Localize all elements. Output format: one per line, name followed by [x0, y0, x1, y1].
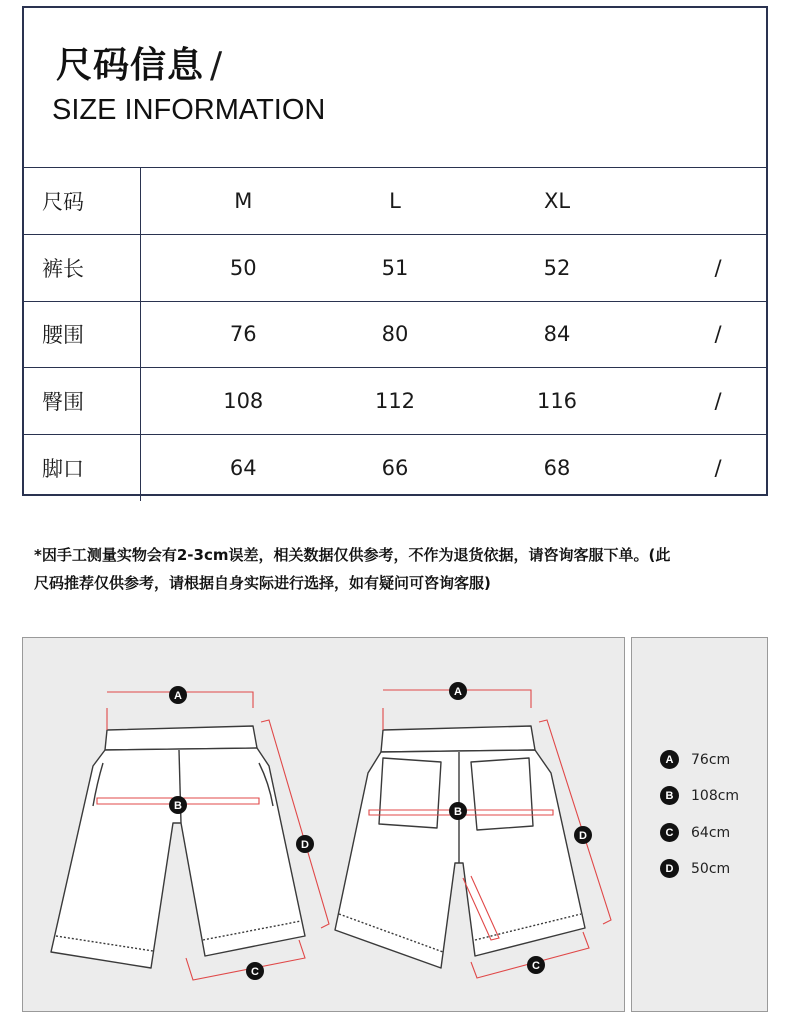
cell-m: 64	[229, 455, 257, 480]
cell-extra: /	[714, 455, 722, 480]
header-label: 尺码	[24, 168, 140, 235]
legend-item-b	[660, 786, 739, 805]
row-label: 腰围	[24, 301, 140, 368]
svg-text:C: C	[251, 966, 259, 978]
legend-item-d	[660, 859, 730, 878]
front-waistband	[105, 726, 257, 750]
cell-xl: 68	[543, 455, 571, 480]
cell-l: 66	[381, 455, 409, 480]
disclaimer-note	[34, 541, 764, 597]
row-label: 裤长	[24, 235, 140, 302]
legend-value: 108cm	[691, 787, 740, 804]
svg-text:B: B	[454, 806, 462, 818]
svg-text:D: D	[579, 830, 587, 842]
cell-xl: 52	[444, 235, 670, 302]
measurement-legend	[631, 637, 768, 1012]
legend-badge: C	[660, 823, 679, 842]
shorts-diagram	[23, 638, 623, 1010]
back-pocket-left	[379, 758, 441, 828]
header-size-xl: XL	[444, 168, 670, 235]
marker-b-back	[449, 802, 467, 820]
note-line-1: *因手工测量实物会有2-3cm误差，相关数据仅供参考，不作为退货依据，请咨询客服下单。(此	[34, 546, 671, 564]
svg-text:A: A	[454, 686, 462, 698]
back-shorts-body	[335, 750, 585, 968]
marker-d-front	[296, 835, 314, 853]
marker-c-front	[246, 962, 264, 980]
cell-l: 51	[346, 235, 444, 302]
cell-m: 108	[140, 368, 346, 435]
title-area	[24, 8, 766, 168]
table-row	[24, 368, 766, 435]
back-pocket-right	[471, 758, 533, 830]
legend-item-c	[660, 823, 730, 842]
svg-text:C: C	[532, 960, 540, 972]
row-label: 臀围	[24, 368, 140, 435]
measurement-diagram-panel	[22, 637, 625, 1012]
note-line-2: 尺码推荐仅供参考，请根据自身实际进行选择，如有疑问可咨询客服)	[34, 574, 491, 592]
cell-xl: 84	[444, 301, 670, 368]
cell-extra: /	[670, 235, 766, 302]
svg-text:A: A	[174, 690, 182, 702]
marker-a-back	[449, 682, 467, 700]
title-slash: /	[210, 45, 223, 86]
cell-m: 50	[140, 235, 346, 302]
header-extra	[670, 168, 766, 235]
page-title-en: SIZE INFORMATION	[52, 94, 326, 126]
legend-badge: D	[660, 859, 679, 878]
legend-value: 76cm	[691, 751, 731, 768]
legend-badge: A	[660, 750, 679, 769]
table-header-row	[24, 168, 766, 235]
marker-c-back	[527, 956, 545, 974]
legend-value: 64cm	[691, 824, 731, 841]
table-row	[24, 301, 766, 368]
legend-item-a	[660, 750, 730, 769]
table-row	[24, 434, 766, 501]
svg-text:B: B	[174, 800, 182, 812]
size-table	[24, 168, 766, 501]
cell-l: 112	[346, 368, 444, 435]
page-title-cn: 尺码信息	[52, 44, 208, 88]
cell-extra: /	[670, 368, 766, 435]
cell-l: 80	[346, 301, 444, 368]
svg-text:D: D	[301, 839, 309, 851]
legend-badge: B	[660, 786, 679, 805]
back-waistband	[381, 726, 535, 752]
legend-value: 50cm	[691, 860, 731, 877]
cell-m: 76	[140, 301, 346, 368]
marker-b-front	[169, 796, 187, 814]
marker-d-back	[574, 826, 592, 844]
cell-xl: 116	[444, 368, 670, 435]
marker-a-front	[169, 686, 187, 704]
size-card	[22, 6, 768, 496]
row-label: 脚口	[24, 434, 140, 501]
header-size-m: M	[140, 168, 346, 235]
cell-extra: /	[670, 301, 766, 368]
table-row	[24, 235, 766, 302]
title-cn-wrap	[52, 36, 222, 88]
header-size-l: L	[346, 168, 444, 235]
